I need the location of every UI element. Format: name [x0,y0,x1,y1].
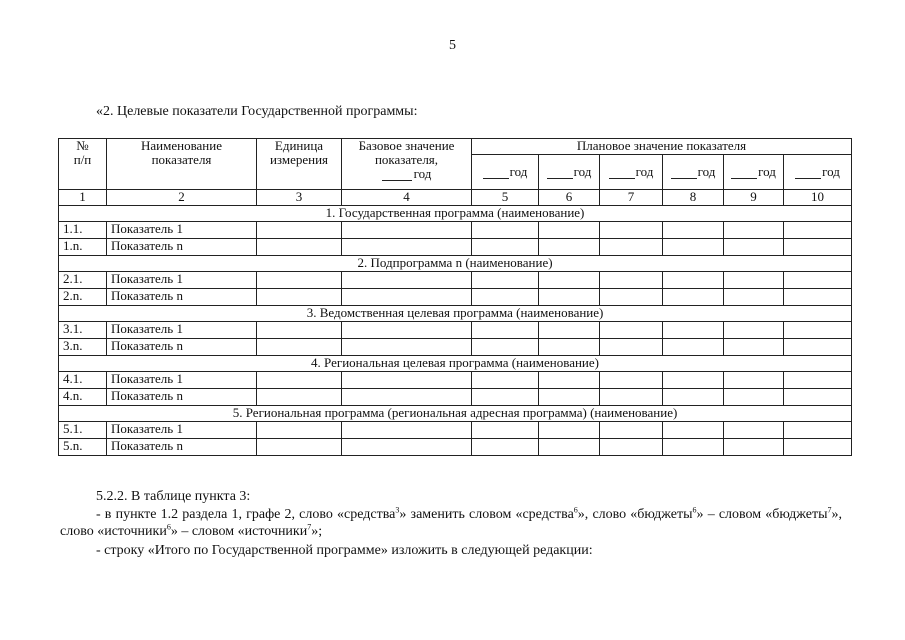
empty-cell [784,239,852,256]
empty-cell [600,289,663,306]
empty-cell [663,239,724,256]
col-number: 1 [59,190,107,206]
empty-cell [784,289,852,306]
indicators-table [58,138,852,456]
empty-cell [663,222,724,239]
empty-cell [724,439,784,456]
header-year-10 [784,155,852,190]
indicator-name: Показатель n [107,289,257,306]
empty-cell [539,372,600,389]
header-base-year-label: год [413,166,432,181]
empty-cell [472,439,539,456]
empty-cell [784,439,852,456]
empty-cell [724,422,784,439]
empty-cell [724,289,784,306]
table-body [59,206,852,456]
header-num [59,139,107,190]
empty-cell [724,339,784,356]
page-number: 5 [449,38,456,53]
empty-cell [784,222,852,239]
table-row [59,289,852,306]
empty-cell [784,422,852,439]
header-base-line2: показателя, [374,152,439,167]
year-label: год [573,164,592,179]
footnote-ref: 6 [166,522,171,532]
footnote-ref: 6 [573,505,578,515]
empty-cell [472,389,539,406]
empty-cell [724,239,784,256]
paragraph-total-row: - строку «Итого по Государственной программе» изложить в следующей редакции: [96,543,593,558]
section-title-row [59,206,852,222]
section-title-row [59,306,852,322]
empty-cell [257,222,342,239]
empty-cell [663,422,724,439]
empty-cell [784,339,852,356]
header-base-line1: Базовое значение [358,138,455,153]
empty-cell [342,389,472,406]
row-number: 2.1. [59,272,107,289]
row-number: 4.1. [59,372,107,389]
empty-cell [472,272,539,289]
table-row [59,389,852,406]
header-unit [257,139,342,190]
empty-cell [342,372,472,389]
empty-cell [257,239,342,256]
empty-cell [539,322,600,339]
empty-cell [342,339,472,356]
row-number: 1.1. [59,222,107,239]
header-year-7 [600,155,663,190]
col-number: 2 [107,190,257,206]
empty-cell [539,422,600,439]
row-number: 2.n. [59,289,107,306]
empty-cell [784,389,852,406]
empty-cell [724,372,784,389]
header-unit-line1: Единица [274,138,324,153]
header-base [342,139,472,190]
empty-cell [663,322,724,339]
empty-cell [257,339,342,356]
empty-cell [342,222,472,239]
paragraph-replace-words [60,506,842,540]
empty-cell [342,272,472,289]
empty-cell [257,272,342,289]
col-number: 4 [342,190,472,206]
row-number: 5.1. [59,422,107,439]
col-number: 6 [539,190,600,206]
text-fragment: » заменить словом «средства [399,507,574,522]
text-fragment: », слово «источники [60,507,843,539]
year-label: год [509,164,528,179]
empty-cell [663,289,724,306]
empty-cell [472,322,539,339]
table-row [59,372,852,389]
empty-cell [342,439,472,456]
footnote-ref: 7 [307,522,312,532]
header-name [107,139,257,190]
row-number: 3.n. [59,339,107,356]
row-number: 1.n. [59,239,107,256]
table-row [59,339,852,356]
empty-cell [539,289,600,306]
empty-cell [342,239,472,256]
empty-cell [539,439,600,456]
empty-cell [472,222,539,239]
section-title-row [59,356,852,372]
table-header [59,139,852,206]
indicator-name: Показатель n [107,339,257,356]
empty-cell [342,322,472,339]
empty-cell [663,389,724,406]
empty-cell [342,422,472,439]
text-fragment: » – словом «источники [170,524,308,539]
empty-cell [724,389,784,406]
header-year-9 [724,155,784,190]
empty-cell [600,389,663,406]
text-fragment: », слово «бюджеты [577,507,693,522]
indicator-name: Показатель 1 [107,372,257,389]
table-row [59,222,852,239]
table-row [59,322,852,339]
empty-cell [784,272,852,289]
empty-cell [257,372,342,389]
empty-cell [600,339,663,356]
text-fragment: » – словом «бюджеты [696,507,828,522]
table-row [59,239,852,256]
footnote-ref: 6 [692,505,697,515]
empty-cell [257,389,342,406]
empty-cell [724,222,784,239]
empty-cell [257,322,342,339]
section-title: 5. Региональная программа (региональная адресная программа) (наименование) [59,406,852,422]
empty-cell [600,222,663,239]
section-title-row [59,256,852,272]
year-label: год [758,164,776,179]
table-row [59,422,852,439]
empty-cell [257,289,342,306]
header-base-year [344,167,469,181]
empty-cell [724,272,784,289]
header-year-8 [663,155,724,190]
header-year-5 [472,155,539,190]
footnote-ref: 7 [827,505,832,515]
table-row [59,439,852,456]
empty-cell [600,372,663,389]
year-label: год [697,164,716,179]
empty-cell [472,422,539,439]
empty-cell [600,439,663,456]
empty-cell [472,339,539,356]
empty-cell [600,422,663,439]
empty-cell [663,439,724,456]
indicator-name: Показатель 1 [107,322,257,339]
empty-cell [539,272,600,289]
header-name-line1: Наименование [141,138,222,153]
header-name-line2: показателя [151,152,212,167]
section-title: 2. Подпрограмма n (наименование) [59,256,852,272]
row-number: 3.1. [59,322,107,339]
text-fragment: - в пункте 1.2 раздела 1, графе 2, слово «средства [96,507,396,522]
indicator-name: Показатель n [107,389,257,406]
column-number-row [59,190,852,206]
empty-cell [257,422,342,439]
empty-cell [257,439,342,456]
empty-cell [663,339,724,356]
empty-cell [539,222,600,239]
empty-cell [342,289,472,306]
indicator-name: Показатель n [107,439,257,456]
empty-cell [539,239,600,256]
empty-cell [663,272,724,289]
empty-cell [472,289,539,306]
footnote-ref: 3 [395,505,400,515]
row-number: 5.n. [59,439,107,456]
empty-cell [472,372,539,389]
indicator-name: Показатель 1 [107,222,257,239]
section-title: 4. Региональная целевая программа (наименование) [59,356,852,372]
section-title: 3. Ведомственная целевая программа (наименование) [59,306,852,322]
empty-cell [539,339,600,356]
header-year-6 [539,155,600,190]
header-planned: Плановое значение показателя [472,139,852,155]
empty-cell [472,239,539,256]
col-number: 9 [724,190,784,206]
header-unit-line2: измерения [269,152,329,167]
indicator-name: Показатель 1 [107,422,257,439]
empty-cell [663,372,724,389]
empty-cell [784,372,852,389]
header-num-line1: № [76,138,89,153]
row-number: 4.n. [59,389,107,406]
text-fragment: »; [311,524,323,539]
section-title: 1. Государственная программа (наименование) [59,206,852,222]
year-label: год [635,164,654,179]
table-row [59,272,852,289]
empty-cell [724,322,784,339]
indicator-name: Показатель 1 [107,272,257,289]
header-num-line2: п/п [73,152,92,167]
section-title-row [59,406,852,422]
section-heading: «2. Целевые показатели Государственной программы: [96,104,418,119]
empty-cell [600,322,663,339]
empty-cell [600,272,663,289]
empty-cell [784,322,852,339]
col-number: 8 [663,190,724,206]
empty-cell [539,389,600,406]
paragraph-5-2-2: 5.2.2. В таблице пункта 3: [96,489,251,504]
col-number: 5 [472,190,539,206]
col-number: 7 [600,190,663,206]
indicator-name: Показатель n [107,239,257,256]
col-number: 3 [257,190,342,206]
empty-cell [600,239,663,256]
col-number: 10 [784,190,852,206]
year-label: год [822,164,840,179]
